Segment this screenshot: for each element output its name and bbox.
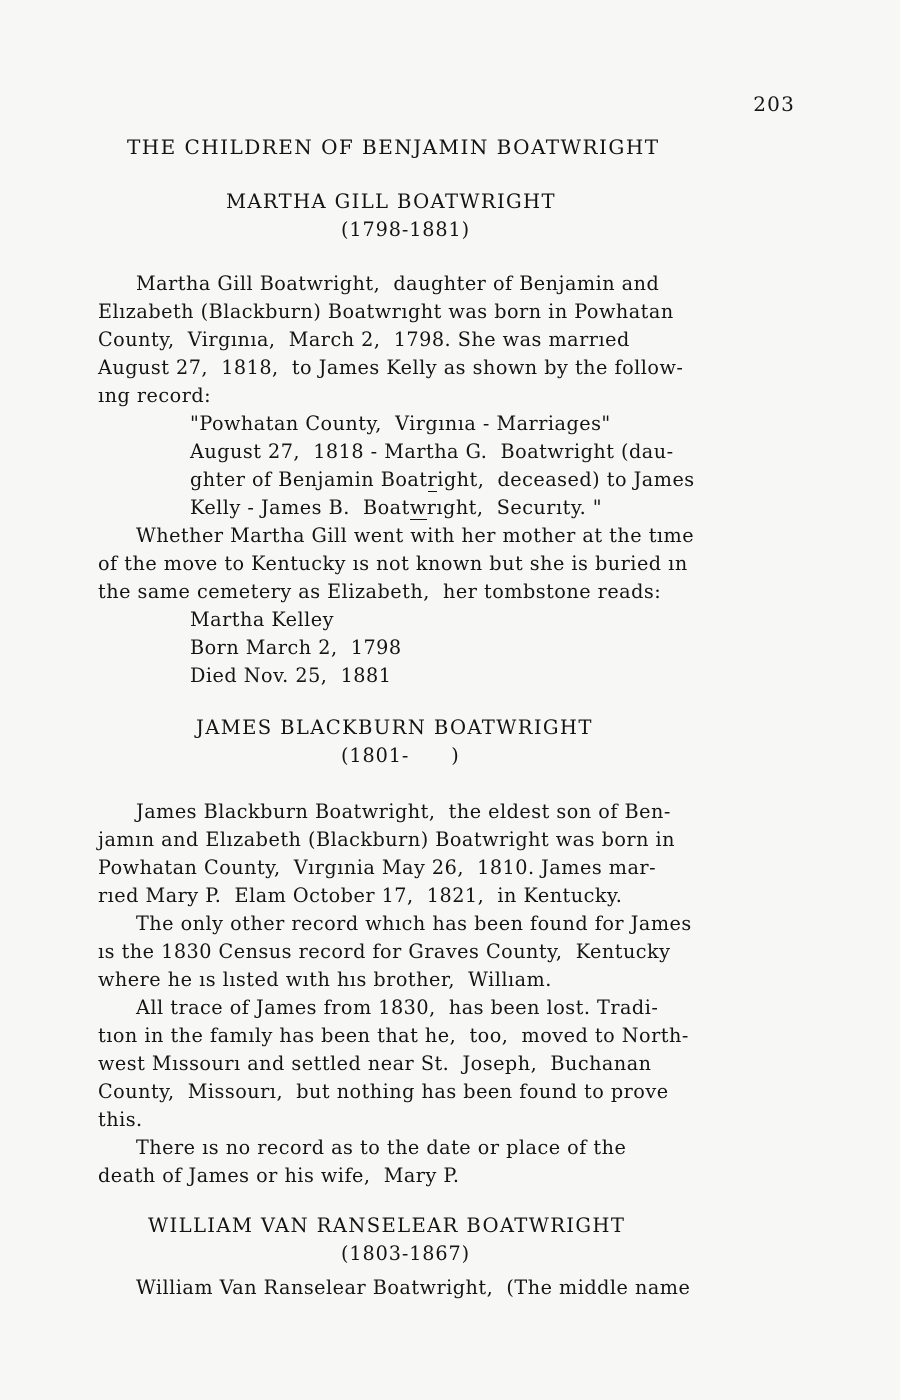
text-run-l25: west Mıssourı and settled near St. Joseph, Buchanan — [98, 1052, 652, 1075]
text-line-l17 — [98, 826, 675, 854]
text-line-l06 — [190, 410, 611, 438]
text-run-l26: County, Missourı, but nothing has been found to prove — [98, 1080, 669, 1103]
text-run-l08c: ight, deceased) to James — [437, 468, 695, 491]
text-line-l05 — [98, 382, 211, 410]
section-dates-martha-gill-boatwright: (1798-1881) — [341, 218, 471, 241]
text-run-l27: this. — [98, 1108, 143, 1131]
text-run-l02: Elızabeth (Blackburn) Boatwrıght was born in Powhatan — [98, 300, 674, 323]
underline-correction-l09b: w — [409, 496, 427, 519]
text-line-l27 — [98, 1106, 143, 1134]
text-line-l10 — [136, 522, 694, 550]
text-run-l03: County, Virgınıa, March 2, 1798. She was marrıed — [98, 328, 630, 351]
text-run-l16: James Blackburn Boatwright, the eldest son of Ben- — [136, 800, 671, 823]
text-run-l14: Born March 2, 1798 — [190, 636, 402, 659]
text-line-l13 — [190, 606, 334, 634]
section-dates-james-blackburn-boatwright: (1801- ) — [341, 744, 460, 767]
text-run-l04: August 27, 1818, to James Kelly as shown by the follow- — [98, 356, 684, 379]
section-heading-william-van-ranselear-boatwright: WILLIAM VAN RANSELEAR BOATWRIGHT — [148, 1214, 626, 1237]
text-line-l25 — [98, 1050, 652, 1078]
text-run-l09a: Kelly - James B. Boat — [190, 496, 410, 519]
text-run-l10: Whether Martha Gill went with her mother at the tıme — [136, 524, 695, 547]
text-line-l16 — [136, 798, 671, 826]
text-run-l23: All trace of James from 1830, has been lost. Tradi- — [136, 996, 659, 1019]
text-line-l22 — [98, 966, 552, 994]
text-run-l28: There ıs no record as to the date or place of the — [136, 1136, 627, 1159]
running-head: THE CHILDREN OF BENJAMIN BOATWRIGHT — [127, 135, 660, 159]
text-line-l12 — [98, 578, 661, 606]
text-line-l24 — [98, 1022, 689, 1050]
text-run-l15: Died Nov. 25, 1881 — [190, 664, 392, 687]
text-line-l30 — [136, 1274, 690, 1302]
underline-correction-l08b: r — [427, 468, 438, 491]
text-line-l29 — [98, 1162, 460, 1190]
text-run-l06: "Powhatan County, Virgınıa - Marriages" — [190, 412, 611, 435]
text-line-l03 — [98, 326, 630, 354]
text-line-l04 — [98, 354, 683, 382]
text-run-l11: of the move to Kentucky ıs not known but she is buried ın — [98, 552, 688, 575]
text-line-l09a — [190, 494, 602, 522]
text-line-l01 — [136, 270, 659, 298]
text-run-l13: Martha Kelley — [190, 608, 335, 631]
text-run-l05: ıng record: — [98, 384, 212, 407]
text-run-l12: the same cemetery as Elizabeth, her tombstone reads: — [98, 580, 662, 603]
text-line-l08a — [190, 466, 695, 494]
text-run-l09c: rıght, Securıty. " — [426, 496, 603, 519]
text-run-l08a: ghter of Benjamin Boat — [190, 468, 428, 491]
text-run-l20: The only other record whıch has been found for James — [136, 912, 692, 935]
text-run-l17: jamın and Elızabeth (Blackburn) Boatwright was born in — [98, 828, 676, 851]
text-line-l21 — [98, 938, 671, 966]
text-run-l01: Martha Gill Boatwright, daughter of Benjamin and — [136, 272, 660, 295]
text-run-l19: rıed Mary P. Elam October 17, 1821, in Kentucky. — [98, 884, 623, 907]
text-line-l18 — [98, 854, 656, 882]
page-number: 203 — [753, 92, 795, 116]
text-run-l07: August 27, 1818 - Martha G. Boatwright (dau- — [190, 440, 674, 463]
text-run-l22: where he ıs lısted wıth hıs brother, Willıam. — [98, 968, 552, 991]
text-line-l20 — [136, 910, 692, 938]
text-run-l18: Powhatan County, Vırgınia May 26, 1810. James mar- — [98, 856, 657, 879]
text-line-l26 — [98, 1078, 669, 1106]
text-line-l07 — [190, 438, 674, 466]
text-run-l30: William Van Ranselear Boatwright, (The middle name — [136, 1276, 691, 1299]
text-run-l24: tıon in the famıly has been that he, too, moved to North- — [98, 1024, 689, 1047]
text-line-l11 — [98, 550, 688, 578]
section-heading-martha-gill-boatwright: MARTHA GILL BOATWRIGHT — [226, 190, 556, 213]
text-line-l15 — [190, 662, 391, 690]
text-line-l28 — [136, 1134, 626, 1162]
text-line-l23 — [136, 994, 658, 1022]
section-heading-james-blackburn-boatwright: JAMES BLACKBURN BOATWRIGHT — [196, 716, 593, 739]
text-line-l19 — [98, 882, 622, 910]
text-run-l29: death of James or his wife, Mary P. — [98, 1164, 460, 1187]
section-dates-william-van-ranselear-boatwright: (1803-1867) — [341, 1242, 471, 1265]
text-line-l02 — [98, 298, 674, 326]
text-line-l14 — [190, 634, 402, 662]
text-run-l21: ıs the 1830 Census record for Graves County, Kentucky — [98, 940, 671, 963]
